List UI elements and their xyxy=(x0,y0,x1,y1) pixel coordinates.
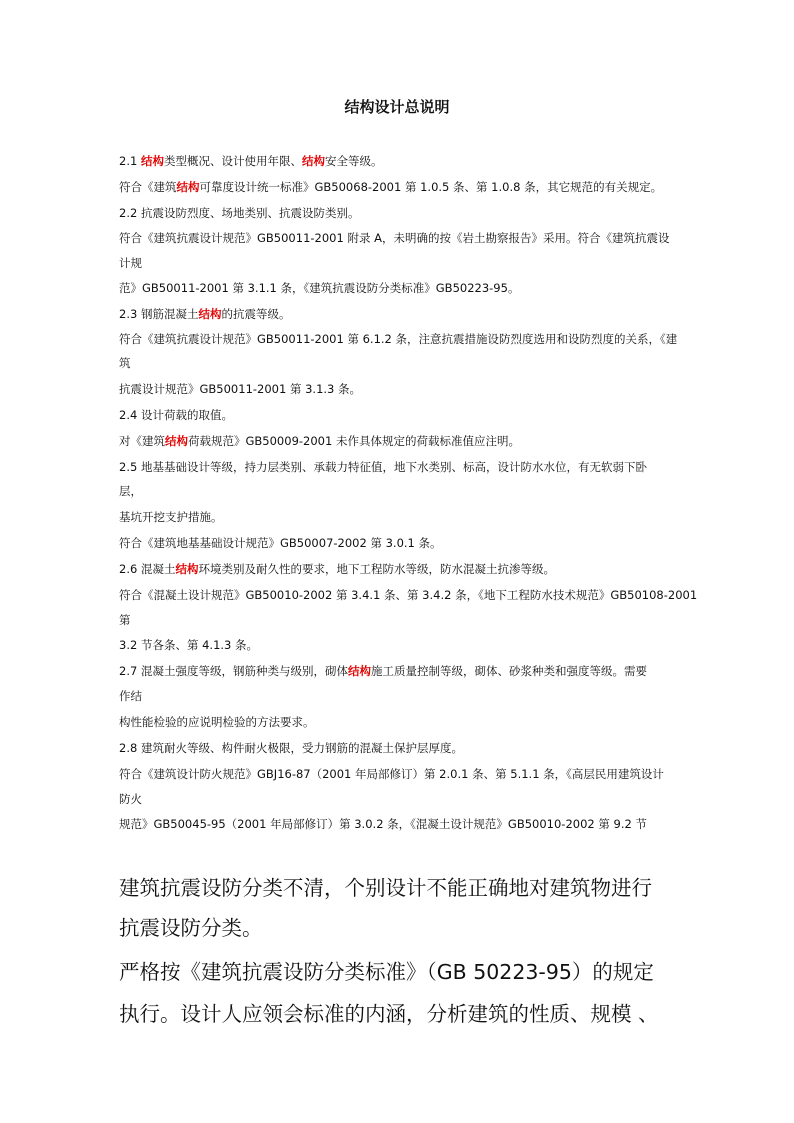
text-run: 2.4 设计荷载的取值。 xyxy=(119,408,233,422)
text-run: 符合《建筑地基基础设计规范》GB50007-2002 第 3.0.1 条。 xyxy=(119,536,442,550)
body-line xyxy=(119,433,689,449)
large-text-line: 抗震设防分类。 xyxy=(119,916,263,940)
text-run: 对《建筑 xyxy=(119,434,165,448)
body-line xyxy=(119,637,689,653)
text-run: 作结 xyxy=(119,689,142,703)
body-line xyxy=(119,280,689,296)
text-run: 符合《建筑 xyxy=(119,180,177,194)
text-run: 计规 xyxy=(119,256,142,270)
body-line xyxy=(119,612,689,628)
text-run: 施工质量控制等级，砌体、砂浆种类和强度等级。需要 xyxy=(370,664,647,678)
body-line xyxy=(119,459,689,475)
body-line xyxy=(119,509,689,525)
body-line xyxy=(119,407,689,423)
text-run: 2.8 建筑耐火等级、构件耐火极限，受力钢筋的混凝土保护层厚度。 xyxy=(119,741,463,755)
large-text-line: 建筑抗震设防分类不清，个别设计不能正确地对建筑物进行 xyxy=(119,876,652,900)
text-run: 抗震设计规范》GB50011-2001 第 3.1.3 条。 xyxy=(119,382,362,396)
text-run: 2.3 钢筋混凝土 xyxy=(119,307,199,321)
body-line xyxy=(119,483,689,499)
text-run: 3.2 节各条、第 4.1.3 条。 xyxy=(119,638,259,652)
text-run: 范》GB50011-2001 第 3.1.1 条，《建筑抗震设防分类标准》GB50223-95。 xyxy=(119,281,520,295)
text-run: 2.2 抗震设防烈度、场地类别、抗震设防类别。 xyxy=(119,206,360,220)
text-run: 环境类别及耐久性的要求，地下工程防水等级，防水混凝土抗渗等级。 xyxy=(198,562,555,576)
large-text-line: 严格按《建筑抗震设防分类标准》（GB 50223-95）的规定 xyxy=(119,960,654,984)
text-run: 符合《建筑抗震设计规范》GB50011-2001 第 6.1.2 条，注意抗震措施设防烈度选用和设防烈度的关系，《建 xyxy=(119,332,678,346)
text-run: 2.6 混凝土 xyxy=(119,562,176,576)
body-line xyxy=(119,179,689,195)
body-line xyxy=(119,816,689,832)
text-run: 符合《建筑抗震设计规范》GB50011-2001 附录 A，未明确的按《岩土勘察报告》采用。符合《建筑抗震设 xyxy=(119,231,670,245)
body-line xyxy=(119,153,689,169)
body-line xyxy=(119,688,689,704)
highlighted-term: 结构 xyxy=(198,307,222,321)
body-line xyxy=(119,663,689,679)
body-line xyxy=(119,255,689,271)
text-run: 构性能检验的应说明检验的方法要求。 xyxy=(119,715,315,729)
body-line xyxy=(119,306,689,322)
text-run: 荷载规范》GB50009-2001 未作具体规定的荷载标准值应注明。 xyxy=(188,434,520,448)
highlighted-term: 结构 xyxy=(140,154,164,168)
body-line xyxy=(119,587,698,603)
body-line xyxy=(119,766,689,782)
large-text-line: 执行。设计人应领会标准的内涵，分析建筑的性质、规模 、 xyxy=(119,1002,659,1026)
body-line xyxy=(119,561,689,577)
text-run: 防火 xyxy=(119,792,142,806)
body-line xyxy=(119,740,689,756)
text-run: 符合《建筑设计防火规范》GBJ16-87（2001 年局部修订）第 2.0.1 条、第 5.1.1 条，《高层民用建筑设计 xyxy=(119,767,664,781)
text-run: 2.1 xyxy=(119,154,141,168)
body-line xyxy=(119,331,689,347)
text-run: 安全等级。 xyxy=(324,154,383,168)
text-run: 可靠度设计统一标准》GB50068-2001 第 1.0.5 条、第 1.0.8 条，其它规范的有关规定。 xyxy=(199,180,663,194)
text-run: 规范》GB50045-95（2001 年局部修订）第 3.0.2 条，《混凝土设计规范》GB50010-2002 第 9.2 节 xyxy=(119,817,647,831)
text-run: 2.7 混凝土强度等级，钢筋种类与级别，砌体 xyxy=(119,664,348,678)
text-run: 2.5 地基基础设计等级，持力层类别、承载力特征值，地下水类别、标高，设计防水水位，有无软弱下卧 xyxy=(119,460,647,474)
highlighted-term: 结构 xyxy=(176,180,200,194)
body-line xyxy=(119,791,689,807)
text-run: 基坑开挖支护措施。 xyxy=(119,510,223,524)
body-line xyxy=(119,535,689,551)
body-line xyxy=(119,355,689,371)
body-line xyxy=(119,230,689,246)
highlighted-term: 结构 xyxy=(165,434,188,448)
highlighted-term: 结构 xyxy=(347,664,371,678)
page-title: 结构设计总说明 xyxy=(344,98,450,116)
text-run: 的抗震等级。 xyxy=(221,307,291,321)
body-line xyxy=(119,381,689,397)
text-run: 符合《混凝土设计规范》GB50010-2002 第 3.4.1 条、第 3.4.2 条，《地下工程防水技术规范》GB50108-2001 xyxy=(119,588,698,602)
body-line xyxy=(119,205,689,221)
text-run: 第 xyxy=(119,613,131,627)
text-run: 筑 xyxy=(119,356,131,370)
text-run: 层， xyxy=(119,484,142,498)
highlighted-term: 结构 xyxy=(301,154,325,168)
body-line xyxy=(119,714,689,730)
highlighted-term: 结构 xyxy=(175,562,199,576)
text-run: 类型概况、设计使用年限、 xyxy=(163,154,302,168)
